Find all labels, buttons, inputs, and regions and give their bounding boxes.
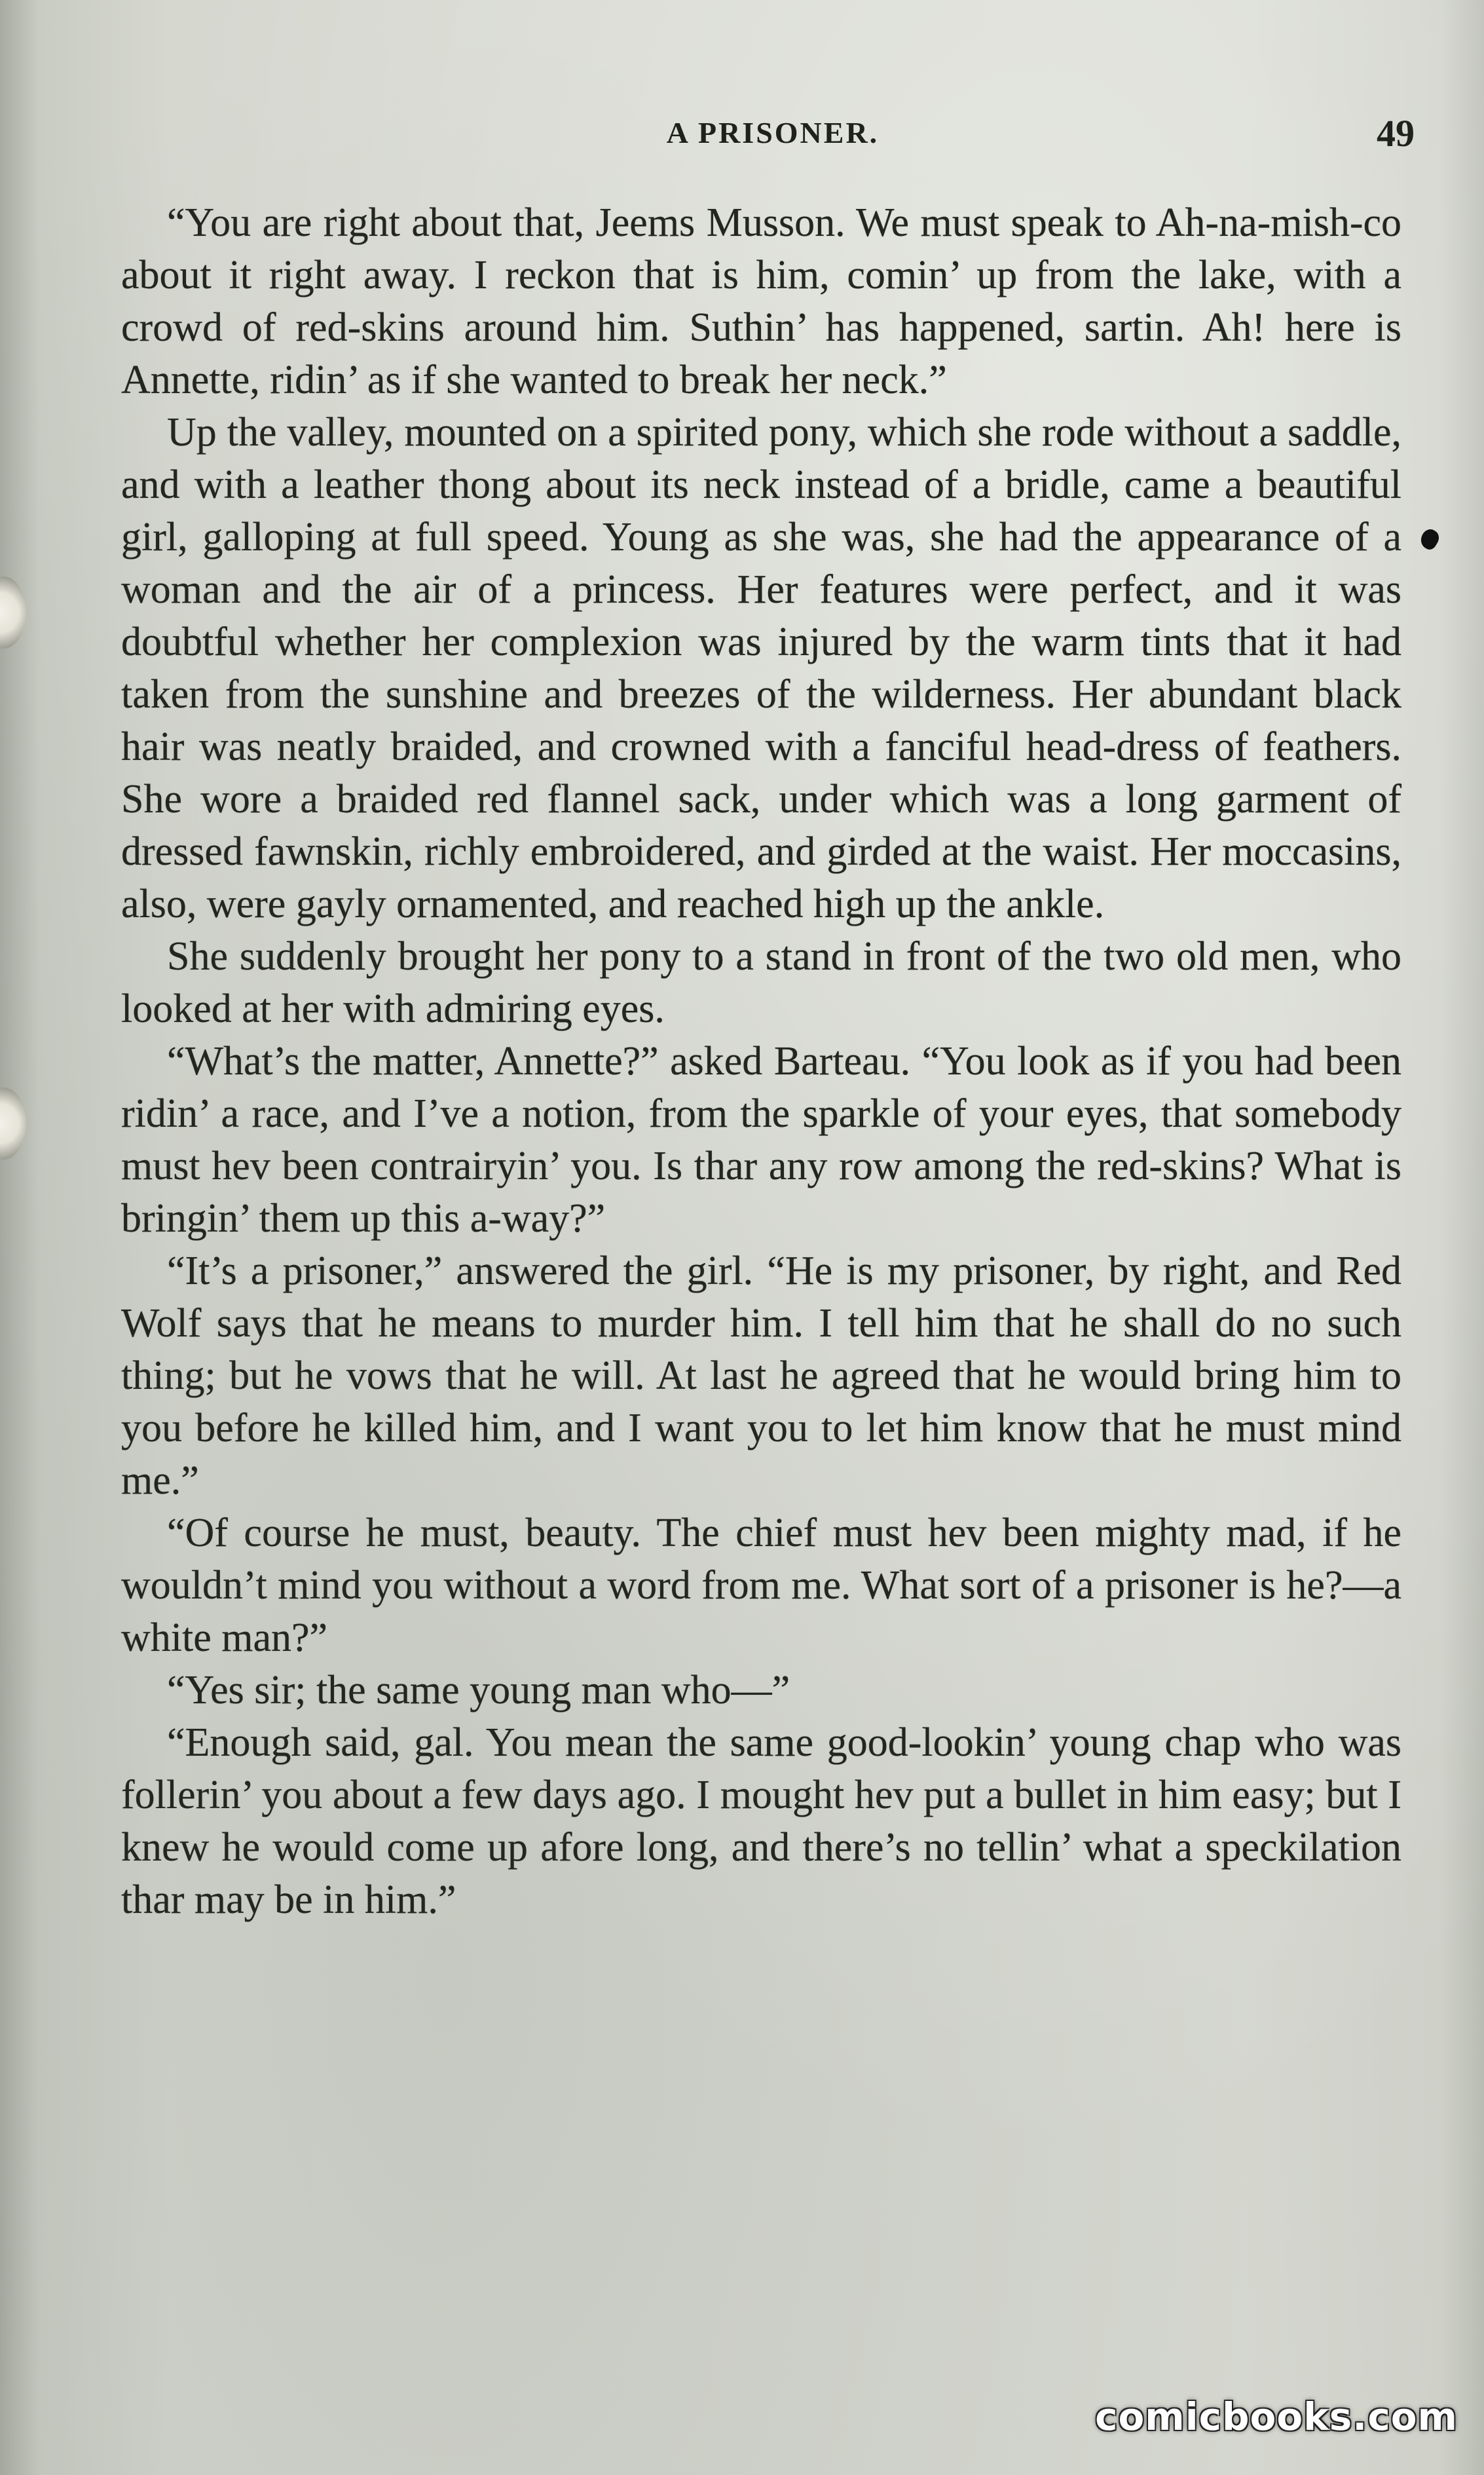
- running-head: A PRISONER.: [666, 116, 880, 149]
- binding-hole: [0, 576, 26, 649]
- paragraph: “What’s the matter, Annette?” asked Barteau. “You look as if you had been ridin’ a race, and I’ve a notion, from the sparkle of your eyes, that somebody must hev been contrairyin’ you. Is thar any row among the red-skins? What is bringin’ them up this a-way?”: [121, 1039, 1401, 1241]
- paragraph: She suddenly brought her pony to a stand in front of the two old men, who looked at her with admiring eyes.: [121, 934, 1401, 1031]
- ink-blot: [1417, 527, 1442, 552]
- body-text: [121, 197, 1401, 1926]
- paragraph: “Of course he must, beauty. The chief must hev been mighty mad, if he wouldn’t mind you without a word from me. What sort of a prisoner is he?—a white man?”: [121, 1511, 1401, 1660]
- paragraph: “You are right about that, Jeems Musson. We must speak to Ah-na-mish-co about it right away. I reckon that is him, comin’ up from the lake, with a crowd of red-skins around him. Suthin’ has happened, sartin. Ah! here is Annette, ridin’ as if she wanted to break her neck.”: [121, 200, 1401, 402]
- paragraph: Up the valley, mounted on a spirited pony, which she rode without a saddle, and with a leather thong about its neck instead of a bridle, came a beautiful girl, galloping at full speed. Young as she was, she had the appearance of a woman and the air of a princess. Her features were perfect, and it was doubtful whether her complexion was injured by the warm tints that it had taken from the sunshine and breezes of the wilderness. Her abundant black hair was neatly braided, and crowned with a fanciful head-dress of feathers. She wore a braided red flannel sack, under which was a long garment of dressed fawnskin, richly embroidered, and girded at the waist. Her moccasins, also, were gayly ornamented, and reached high up the ankle.: [121, 410, 1401, 926]
- watermark: comicbooks.com: [1095, 2394, 1458, 2439]
- paragraph: “It’s a prisoner,” answered the girl. “He is my prisoner, by right, and Red Wolf says that he means to murder him. I tell him that he shall do no such thing; but he vows that he will. At last he agreed that he would bring him to you before he killed him, and I want you to let him know that he must mind me.”: [121, 1249, 1401, 1503]
- page-number: 49: [1377, 112, 1415, 155]
- binding-hole: [0, 1087, 26, 1160]
- paragraph: “Yes sir; the same young man who—”: [167, 1668, 790, 1712]
- paragraph: “Enough said, gal. You mean the same good-lookin’ young chap who was follerin’ you about a few days ago. I mought hev put a bullet in him easy; but I knew he would come up afore long, and there’s no tellin’ what a speckilation thar may be in him.”: [121, 1720, 1401, 1922]
- page-header: [131, 111, 1415, 157]
